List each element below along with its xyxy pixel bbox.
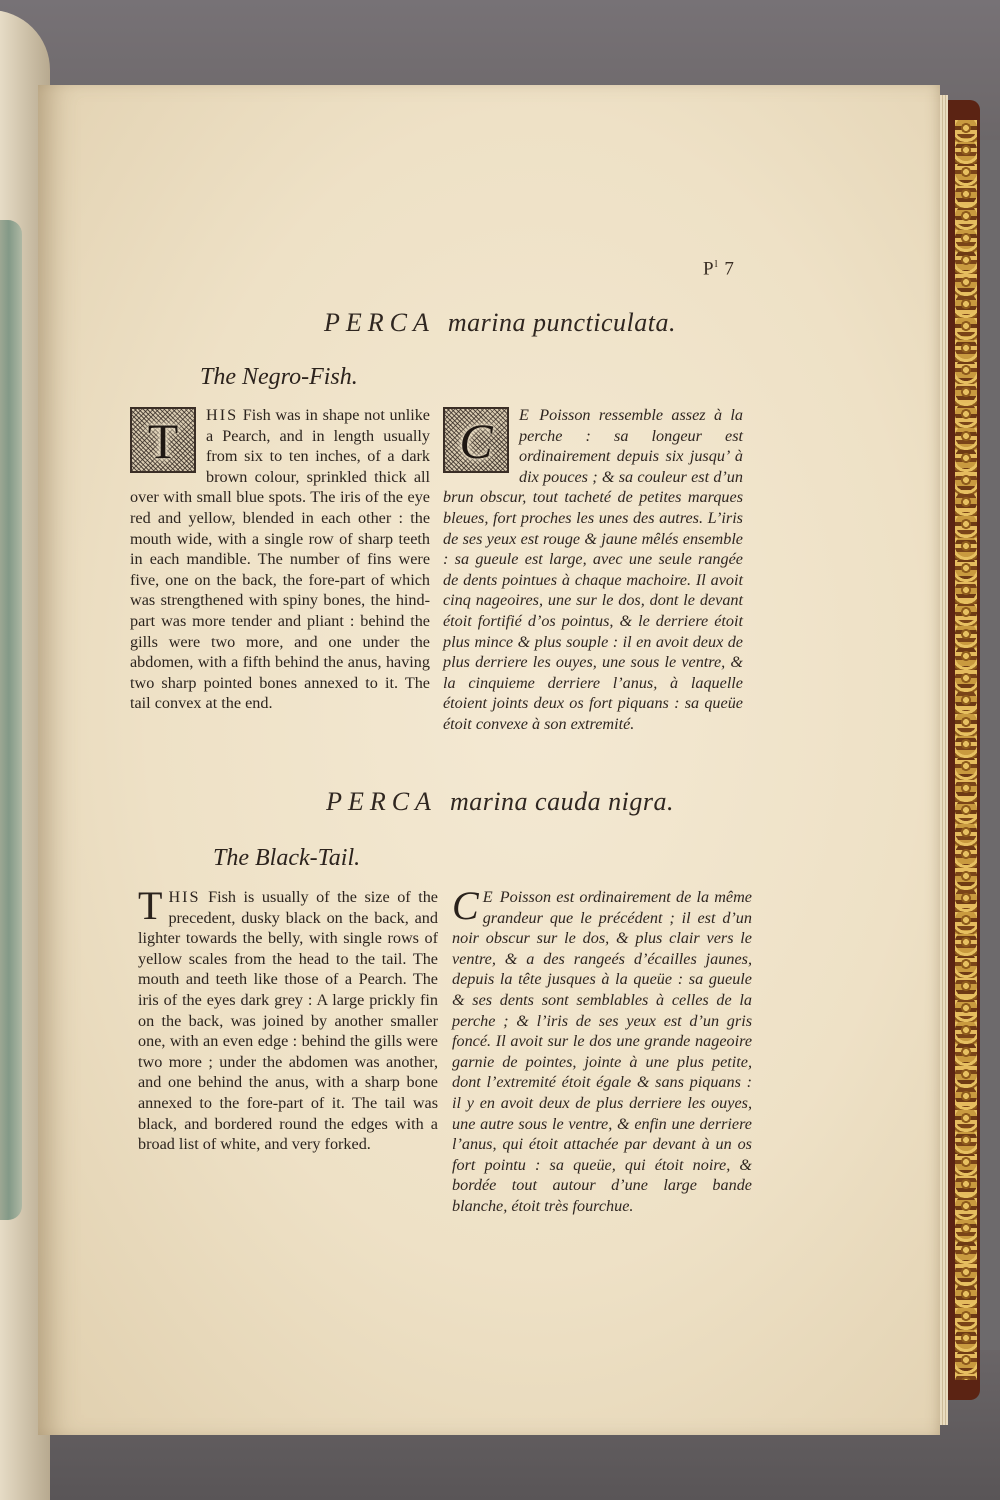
species-heading-1: PERCA marina puncticulata.: [324, 308, 676, 337]
ornamental-initial: C: [443, 407, 509, 473]
english-text-1: T HIS Fish was in shape not unlike a Pearch, and in length usually from six to ten inches, of a dark brown colour, sprinkled thick all over with small blue spots. The iris of the eye red and yellow, blended in each other : the mouth wide, with a single row of sharp teeth in each mandible. The number of fins were five, one on the back, the fore-part of which was strengthened with spiny bones, the hind-part was more tender and pliant : behind the gills were two more, and one under the abdomen, with a fifth behind the anus, having two sharp pointed bones annexed to it. The tail convex at the end.: [130, 406, 430, 713]
initial-letter: T: [138, 883, 163, 928]
english-text-2: T HIS Fish is usually of the size of the precedent, dusky black on the back, and lighter towards the belly, with single rows of yellow scales from the head to the tail. The mouth and teeth like those of a Pearch. The iris of the eyes dark grey : A large prickly fin on the back, was joined by another smaller one, with an even edge : behind the gills were two more ; under the abdomen was another, and one behind the anus, with a sharp bone annexed to the fore-part of it. The tail was black, and bordered round the edges with a broad list of white, and very forked.: [138, 883, 438, 1154]
book-page: [38, 85, 940, 1435]
facing-plate-edge: [0, 220, 22, 1220]
ornamental-initial: T: [130, 407, 196, 473]
french-text-2: C E Poisson est ordinairement de la même grandeur que le précédent ; il est d’un noir obscur sur le dos, & plus clair vers le ventre, & a des rangeés d’écailles jaunes, depuis la tête jusques à la queüe : sa gueule & ses dents sont semblables à celles de la perche ; & l’iris de ses yeux est d’un gris foncé. Il avoit sur le dos une grande nageoire garnie de pointes, jointe à une plus petite, dont l’extremité étoit égale & sans piquans : il y en avoit deux de plus derriere les ouyes, une autre sous le ventre, & enfin une derriere l’anus, qui étoit attachée par devant à un os fort pointu : sa queüe, qui étoit noire, & bordée tout autour d’une large bande blanche, étoit très fourchue.: [452, 883, 752, 1215]
plate-reference: $P^l$ 7: [703, 258, 735, 280]
english-title-1: The Negro-Fish.: [200, 364, 358, 390]
species-heading-2: PERCA marina cauda nigra.: [326, 787, 674, 816]
french-text-1: C E Poisson ressemble assez à la perche : sa longeur est ordinairement depuis six jusqu’ à dix pouces ; & sa couleur est d’un brun obscur, tout tacheté de petites marques bleues, fort proches les unes des autres. L’iris de ses yeux est rouge & jaune mêlés ensemble : sa gueule est large, avec une seule rangée de dents pointues à chaque machoire. Il avoit cinq nageoires, une sur le dos, dont le devant étoit fortifié d’os pointus, & le derriere étoit plus mince & plus souple : il en avoit deux de plus derriere les ouyes, une sous le ventre, & la cinquieme derriere l’anus, à laquelle étoient joints deux os fort piquans : sa queüe étoit convexe à son extremité.: [443, 406, 743, 733]
english-title-2: The Black-Tail.: [213, 845, 361, 871]
initial-letter: C: [452, 883, 479, 928]
